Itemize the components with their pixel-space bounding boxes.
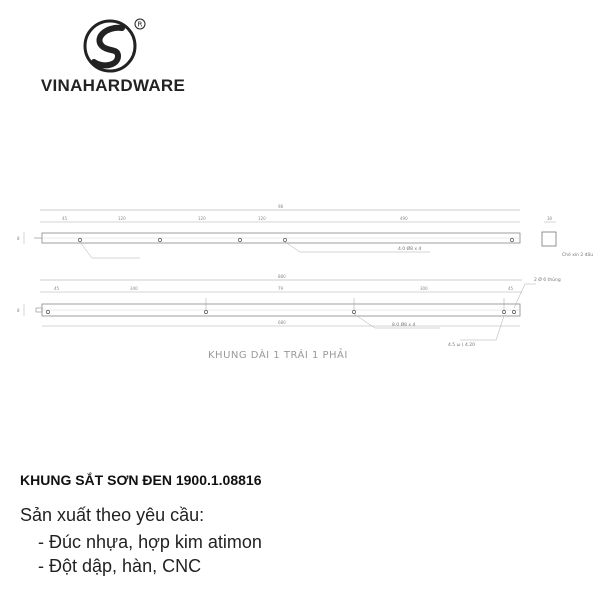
top-seg-2: 120 [118, 216, 126, 221]
top-overall-dim: 98 [278, 204, 284, 209]
top-callout: 4.0 Ø8 x 4 [398, 247, 422, 252]
brand-logo [18, 16, 208, 96]
brand-name: VINAHARDWARE [40, 76, 186, 95]
top-view [17, 204, 593, 258]
list-item: - Đột dập, hàn, CNC [38, 556, 202, 576]
svg-text:8: 8 [17, 236, 20, 241]
svg-text:8: 8 [17, 308, 20, 313]
bottom-view [17, 274, 561, 348]
bottom-seg-5: 45 [508, 286, 514, 291]
top-seg-1: 45 [62, 216, 68, 221]
bottom-inner-dim: 680 [278, 320, 286, 325]
bottom-note: 4.5 ω ( 4.20 [448, 343, 475, 348]
product-title: KHUNG SẮT SƠN ĐEN 1900.1.08816 [20, 472, 262, 488]
product-intro: Sản xuất theo yêu cầu: [20, 505, 205, 525]
list-item: - Đúc nhựa, hợp kim atimon [38, 532, 262, 552]
bottom-seg-3: 79 [278, 286, 284, 291]
top-seg-3: 120 [198, 216, 206, 221]
feature-list [38, 530, 262, 578]
bottom-seg-4: 300 [420, 286, 428, 291]
technical-drawing [0, 180, 600, 380]
bottom-callout: 8.0 Ø8 x 4 [392, 323, 416, 328]
vinahardware-logo-icon [78, 16, 148, 76]
bottom-overall-dim: 880 [278, 274, 286, 279]
top-seg-4: 120 [258, 216, 266, 221]
drawing-caption: KHUNG DÀI 1 TRÁI 1 PHẢI [208, 350, 348, 361]
top-side-label: Chè xìn 2 đầu [562, 253, 594, 258]
bottom-seg-2: 340 [130, 286, 138, 291]
top-seg-5: 490 [400, 216, 408, 221]
bottom-hole-note: 2 Ø 6 thủng [534, 278, 561, 283]
bottom-seg-1: 45 [54, 286, 60, 291]
registered-mark: R [137, 20, 143, 29]
top-side-dim: 30 [547, 216, 553, 221]
